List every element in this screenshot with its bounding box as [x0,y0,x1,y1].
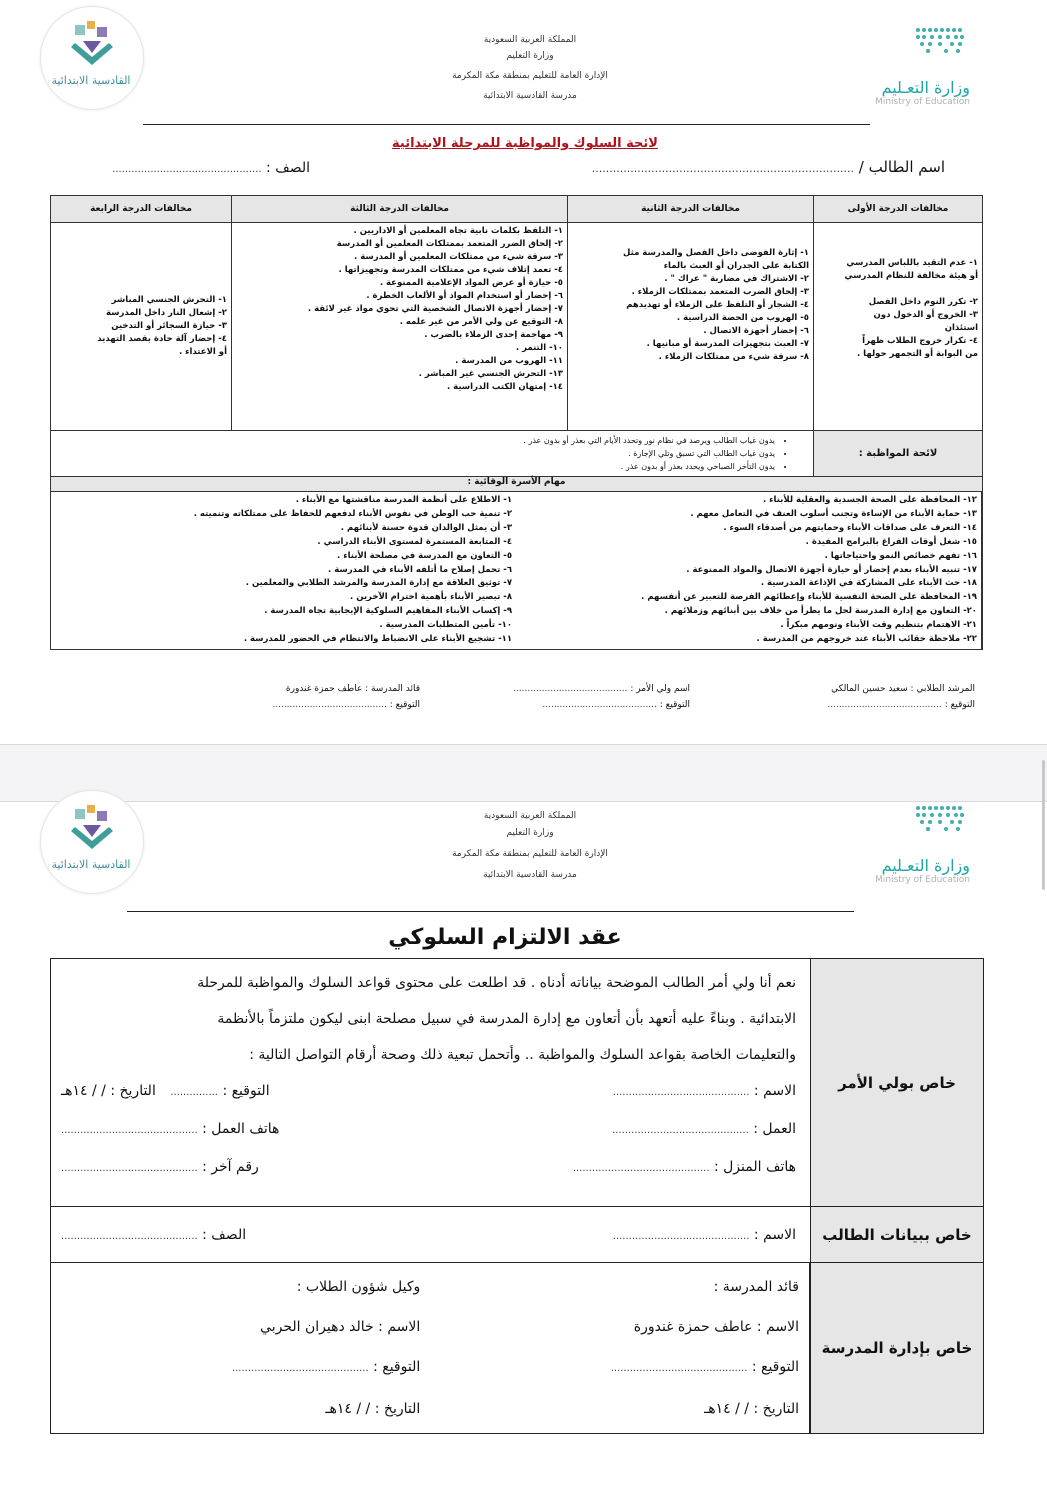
list-item: ١- التلفظ بكلمات نابية تجاه المعلمين أو الاداريين . [353,226,563,236]
school-logo-icon [41,791,143,893]
student-name-dots: ........................................... [612,1230,750,1242]
list-item: ٩- إكساب الأبناء المفاهيم السلوكية الإيجابية تجاه المدرسة . [264,606,513,617]
list-item: ٧- إحضار أجهزة الاتصال الشخصية التي تحوي مواد غير لائقة . [307,304,563,314]
list-item: ٦- إحضار أو استخدام المواد أو الألعاب الخطرة . [366,291,563,301]
list-item: ١٣- التحرش الجنسي غير المباشر . [418,369,563,379]
family-duties-left [516,492,981,649]
work-label: العمل : [753,1121,796,1137]
header-line: الإدارة العامة للتعليم بمنطقة مكة المكرمة [452,849,608,859]
attendance-item: • يدون غياب الطالب التي تسبق وتلي الإجازة . [59,447,775,460]
deputy-block [51,1263,430,1433]
list-item: ١٢- المحافظة على الصحة الجسدية والعقلية للأبناء . [762,495,977,505]
name-label: الاسم : [753,1083,796,1099]
column-header-degree4: مخالفات الدرجة الرابعة [51,196,232,223]
guardian-section [51,959,811,1207]
contract-title: عقد الالتزام السلوكي [388,925,622,950]
sign-label: التوقيع : [373,1359,421,1375]
student-class-label: الصف : [202,1226,247,1243]
sign-label: التوقيع : [659,700,690,710]
moe-logo [860,22,970,112]
list-item: ١٦- تفهم خصائص النمو واحتياجاتها . [824,550,977,561]
date-value: / / ١٤هـ [704,1401,750,1417]
date-value: / / ١٤هـ [61,1083,106,1099]
moe-english-name: Ministry of Education [875,875,970,885]
page-separator [0,744,1047,802]
list-item: ٣- إلحاق الضرب المتعمد بممتلكات الزملاء . [631,287,809,297]
list-item: ١٥- شغل أوقات الفراغ بالبرامج المفيدة . [805,536,977,547]
list-item: ٢٠- التعاون مع إدارة المدرسة لحل ما يطرأ من خلاف بين أبنائهم وزملائهم . [664,606,977,617]
list-item: ٢- تنمية حب الوطن في نفوس الأبناء لدفعهم للحفاظ على ممتلكاته وتنميته . [193,508,513,519]
contract-table [50,958,984,1434]
list-item: ٣- الخروج أو الدخول دون [873,310,978,320]
date-value: / / ١٤هـ [325,1401,371,1417]
list-item: الكتابة على الجدران أو العبث بالماء [663,261,809,271]
class-row [60,160,310,176]
list-item: ١٧- تنبيه الأبناء بعدم إحضار أو حيازة أجهزة الاتصال والمواد الممنوعة . [686,564,977,575]
sign-label: التوقيع : [389,700,420,710]
family-title: مهام الأسرة الوقائية : [51,477,983,492]
list-item: ١٤- التعرف على صداقات الأبناء وحمايتهم من أصدقاء السوء . [723,522,977,533]
date-label: التاريخ : [753,1401,799,1417]
sign-dots: ............... [170,1087,218,1098]
sign-dots: ........................................... [231,1363,369,1374]
guardian-label: اسم ولي الأمر : [630,684,690,694]
counselor-name: المرشد الطلابي : سعيد حسين المالكي [831,684,975,694]
pledge-line: الابتدائية . وبناءً عليه أتعهد بأن أتعاون مع إدارة المدرسة في سبيل مصلحة ابنى ليكون ملتزماً بالأنظمة [217,1011,796,1027]
list-item: ٥- التعاون مع المدرسة في مصلحة الأبناء . [337,550,513,561]
sign-label: التوقيع : [222,1083,270,1099]
work-phone-dots: ........................................... [61,1125,198,1136]
degree2-list [568,223,814,431]
other-number-dots: ........................................... [61,1163,198,1174]
list-item: ١٠- التنمر . [515,343,563,353]
list-item: أو الاعتداء . [178,347,227,357]
name-dots: ........................................... [612,1087,750,1098]
column-header-degree1: مخالفات الدرجة الأولى [814,196,983,223]
list-item: ٢١- الاهتمام بتنظيم وقت الأبناء ونومهم مبكراً . [780,620,977,631]
attendance-item: • يدون التأخر الصباحي ويحدد بعذر أو بدون عذر . [59,460,775,473]
signature-counselor [700,684,975,710]
work-dots: ........................................... [612,1125,749,1136]
pledge-line: نعم أنا ولي أمر الطالب الموضحة بياناته أدناه . قد اطلعت على محتوى قواعد السلوك والمواظبة للمرحلة [197,975,796,991]
deputy-title: وكيل شؤون الطلاب : [296,1279,421,1295]
list-item: ٨- تبصير الأبناء بأهمية احترام الآخرين . [350,592,513,603]
student-name-dots: ........................................................................... [591,162,854,175]
list-item: ٣- حيازة السجائر أو التدخين [111,321,227,331]
sign-dots: ........................................ [542,700,657,710]
header-line: الإدارة العامة للتعليم بمنطقة مكة المكرمة [452,71,608,81]
degree4-list [51,223,232,431]
header-line: المملكة العربية السعودية [483,35,577,45]
header-line: مدرسة القادسية الابتدائية [483,870,577,880]
sign-dots: ........................................... [610,1363,748,1374]
list-item: ٦- إحضار أجهزة الاتصال . [703,326,809,336]
list-item: ٣- سرقة شيء من ممتلكات المعلمين أو المدرسة . [354,252,563,262]
home-phone-label: هاتف المنزل : [713,1159,796,1175]
date-label: التاريخ : [374,1401,421,1417]
student-name-label: الاسم : [753,1226,796,1243]
student-class-dots: ........................................... [61,1230,198,1242]
sign-dots: ........................................ [827,700,942,710]
signature-guardian [440,684,690,710]
list-item: ٢- الاشتراك في مضاربة " عراك " . [664,274,809,284]
school-logo-text: القادسية الابتدائية [51,74,131,87]
header-divider [127,911,854,912]
header-line: المملكة العربية السعودية [483,811,577,821]
sign-label: التوقيع : [751,1359,799,1375]
moe-dots-icon [860,800,970,832]
school-logo-icon [41,7,143,109]
attendance-item: • يدون غياب الطالب ويرصد في نظام نور وتحدد الأيام التي بعذر أو بدون عذر . [59,434,775,447]
list-item: ٧- العبث بتجهيزات المدرسة أو مبانيها . [646,339,809,349]
guardian-side-label: خاص بولي الأمر [811,959,984,1207]
header-line: وزارة التعليم [506,51,554,61]
list-item: ١١- تشجيع الأبناء على الانضباط والانتظام في الحضور للمدرسة . [243,634,513,645]
list-item: أو هيئة مخالفة للنظام المدرسي [844,271,978,281]
list-item: ٥- حيازة أو عرض المواد الإعلامية الممنوعة . [379,278,563,288]
header-lines [380,806,680,886]
header-divider [143,124,870,125]
school-logo [40,6,144,110]
list-item: ١- التحرش الجنسي المباشر [111,295,227,305]
date-label: التاريخ : [110,1083,156,1099]
student-section [51,1207,811,1263]
moe-english-name: Ministry of Education [875,97,970,107]
column-header-degree2: مخالفات الدرجة الثانية [568,196,814,223]
page-title: لائحة السلوك والمواظبة للمرحلة الابتدائية [392,136,658,151]
list-item: من البوابة أو التجمهر حولها . [856,349,978,359]
list-item: ٤- المتابعة المستمرة لمستوى الأبناء الدراسي . [317,536,513,547]
list-item: ١٨- حث الأبناء على المشاركة في الإذاعة المدرسية . [760,578,977,589]
scrollbar-thumb[interactable] [1042,760,1045,890]
deputy-name: الاسم : خالد دهيران الحربي [260,1319,421,1335]
principal-title: قائد المدرسة : [713,1279,799,1295]
admin-section [51,1263,811,1434]
list-item: ٤- الشجار أو التلفظ على الزملاء أو تهديدهم [626,300,809,310]
list-item: ٢- إلحاق الضرر المتعمد بممتلكات المعلمين أو المدرسة [336,239,563,249]
list-item: ٥- الهروب من الحصة الدراسية . [676,313,809,323]
list-item [818,283,978,296]
list-item: ١٣- حماية الأبناء من الإساءة وتجنب أسلوب العنف في التعامل معهم . [690,508,977,519]
list-item: ١- عدم التقيد باللباس المدرسي [846,258,978,268]
list-item: ٨- التوقيع عن ولي الأمر من غير علمه . [399,317,563,327]
pledge-line: والتعليمات الخاصة بقواعد السلوك والمواظبة .. وأتحمل تبعية ذلك وصحة أرقام التواصل التالية : [249,1047,796,1063]
moe-logo [860,800,970,890]
degree3-list [232,223,568,431]
list-item: ٢- إشعال النار داخل المدرسة [106,308,227,318]
list-item: ٤- تعمد إتلاف شيء من ممتلكات المدرسة وتجهيزاتها . [338,265,563,275]
list-item: ١٠- تأمين المتطلبات المدرسية . [379,620,513,631]
student-name-label: اسم الطالب / [858,158,945,176]
list-item: ٨- سرقة شيء من ممتلكات الزملاء . [658,352,809,362]
sign-label: التوقيع : [944,700,975,710]
list-item: ٦- تحمل إصلاح ما أتلفه الأبناء في المدرسة . [328,564,513,575]
list-item: ١- إثارة الفوضى داخل الفصل والمدرسة مثل [623,248,809,258]
work-phone-label: هاتف العمل : [202,1121,280,1137]
attendance-items [51,431,814,477]
principal-name: الاسم : عاطف حمزة غندورة [633,1319,799,1335]
student-side-label: خاص ببيانات الطالب [811,1207,984,1263]
list-item: استئذان [944,323,978,333]
class-dots: ............................................... [112,164,262,175]
moe-name: وزارة التعـليم [881,856,970,875]
moe-name: وزارة التعـليم [881,78,970,97]
sign-dots: ........................................ [272,700,387,710]
list-item: ٢٢- ملاحظة حقائب الأبناء عند خروجهم من المدرسة . [756,634,977,645]
principal-name: قائد المدرسة : عاطف حمزة غندورة [285,684,420,694]
list-item: ١٤- إمتهان الكتب الدراسية . [446,382,563,392]
school-logo [40,790,144,894]
header-line: مدرسة القادسية الابتدائية [483,91,577,101]
list-item: ١١- الهروب من المدرسة . [455,356,563,366]
class-label: الصف : [266,160,310,176]
list-item: ٤- إحضار آلة حادة بقصد التهديد [97,334,227,344]
degree1-list [814,223,983,431]
column-header-degree3: مخالفات الدرجة الثالثة [232,196,568,223]
list-item: ٧- توثيق العلاقة مع إدارة المدرسة والمرشد الطلابي والمعلمين . [245,578,513,589]
moe-dots-icon [860,22,970,54]
other-number-label: رقم آخر : [202,1159,259,1175]
signature-principal [160,684,420,710]
principal-block [430,1263,809,1433]
family-duties [51,492,983,650]
home-phone-dots: ........................................... [572,1163,710,1174]
list-item: ٩- مهاجمة إحدى الزملاء بالضرب . [424,330,563,340]
list-item: ٤- تكرار خروج الطلاب ظهراً [862,336,978,346]
guardian-dots: ........................................ [513,684,628,694]
list-item: ٢- تكرر النوم داخل الفصل [868,297,978,307]
list-item: ١- الاطلاع على أنظمة المدرسة مناقشتها مع الأبناء . [295,495,513,505]
violations-table [50,195,983,650]
header-lines [380,30,680,106]
admin-side-label: خاص بإدارة المدرسة [811,1263,984,1434]
list-item: ١٩- المحافظة على الصحة النفسية للأبناء وإعطائهم الفرصة للتعبير عن أنفسهم . [641,592,977,603]
family-duties-right [51,492,516,649]
attendance-label: لائحة المواظبة : [814,431,983,477]
list-item: ٣- أن يمثل الوالدان قدوة حسنة لأبنائهم . [340,522,513,533]
school-logo-text: القادسية الابتدائية [51,858,131,871]
header-line: وزارة التعليم [506,828,554,838]
